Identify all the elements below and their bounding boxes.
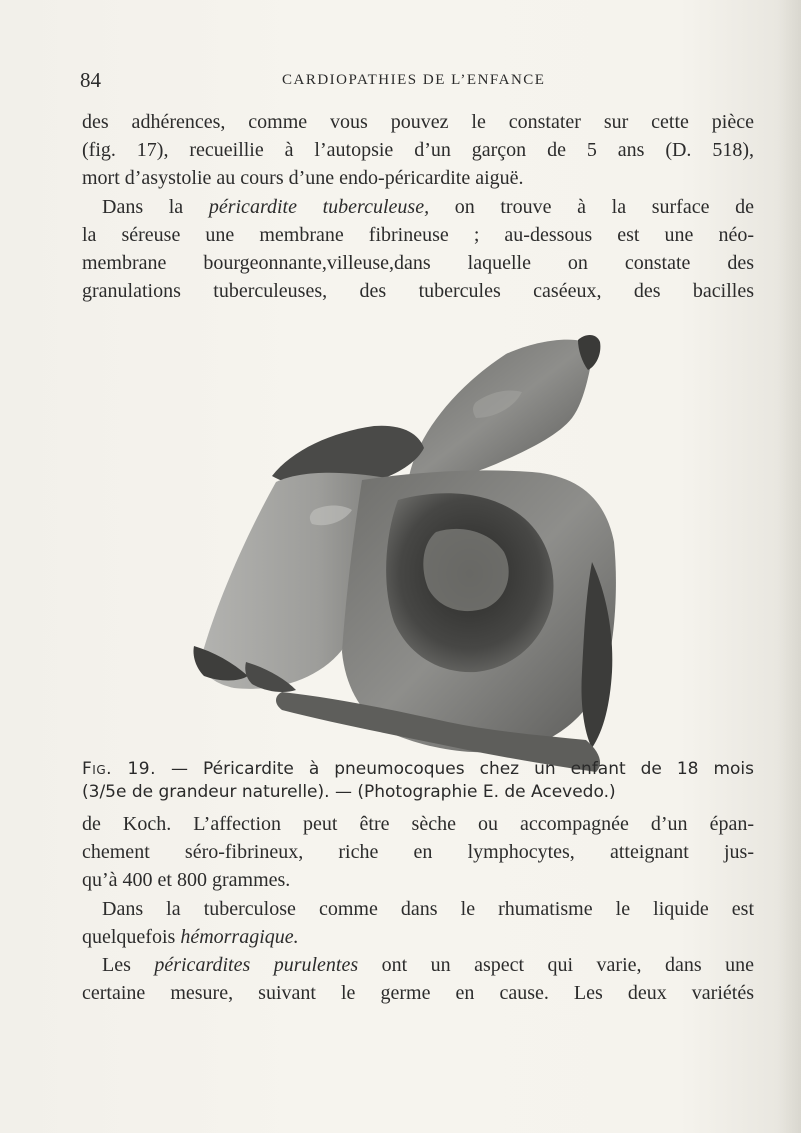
caption-text: — Péricardite à pneumocoques chez un enfant de 18 mois [156,759,754,779]
paragraph-tuberculeuse [82,193,754,306]
figure-label: Fig. 19. [82,759,157,779]
text-run: quelquefois [82,925,181,948]
running-head [80,68,740,92]
text-run: on trouve à la surface de [429,195,755,218]
page-number: 84 [80,68,101,92]
pericardium-photograph [186,332,656,774]
text-line: certaine mesure, suivant le germe en cause. Les deux variétés [82,982,754,1005]
emphasis-term: hémorragique. [180,925,299,948]
text-line: mort d’asystolie au cours d’une endo-péricardite aiguë. [82,167,524,190]
emphasis-term: péricardites purulentes [154,954,359,977]
text-line: la séreuse une membrane fibrineuse ; au-dessous est une néo- [82,223,754,246]
caption-line [82,758,754,781]
text-line: des adhérences, comme vous pouvez le constater sur cette pièce [82,111,754,133]
text-block-bottom [82,810,754,1007]
text-line [82,951,754,979]
text-line: chement séro-fibrineux, riche en lymphocytes, atteignant jus- [82,841,754,864]
text-line: de Koch. L’affection peut être sèche ou accompagnée d’un épan- [82,813,754,835]
text-line: (fig. 17), recueillie à l’autopsie d’un garçon de 5 ans (D. 518), [82,139,754,162]
text-line: Dans la tuberculose comme dans le rhumatisme le liquide est [102,897,754,920]
text-run: Les [102,954,155,977]
figure-caption [82,758,754,804]
paragraph-hemorragique [82,895,754,951]
text-line [82,923,754,951]
text-line [82,193,754,221]
text-run: ont un aspect qui varie, dans une [358,954,754,977]
text-line: qu’à 400 et 800 grammes. [82,869,291,892]
text-line: granulations tuberculeuses, des tubercules caséeux, des bacilles [82,280,754,303]
caption-line: (3/5e de grandeur naturelle). — (Photographie E. de Acevedo.) [82,782,616,802]
paragraph-koch [82,810,754,895]
paragraph-purulentes [82,951,754,1007]
running-head-title: CARDIOPATHIES DE L’ENFANCE [282,72,546,88]
emphasis-term: péricardite tuberculeuse, [208,195,430,218]
paragraph-adherences [82,108,754,193]
text-block-top [82,108,754,305]
text-line: membrane bourgeonnante,villeuse,dans laquelle on constate des [82,252,754,275]
text-run: Dans la [102,195,209,218]
